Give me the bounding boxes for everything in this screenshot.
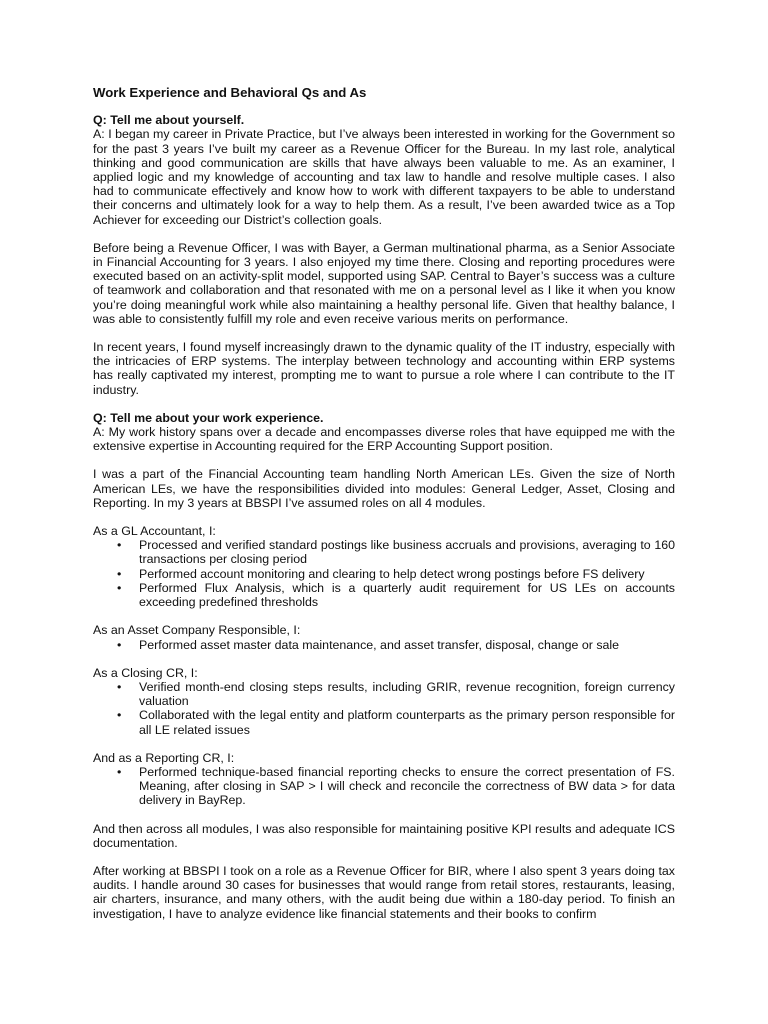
list-item: • Performed Flux Analysis, which is a quarterly audit requirement for US LEs on accounts exceeding predefined thresholds	[117, 580, 675, 610]
financial-accounting-paragraph: I was a part of the Financial Accounting team handling North American LEs. Given the size of North American LEs, we have the responsibilities divided into modules: General Ledger, Asset, Closing and Reporting. In my 3 years at BBSPI I’ve assumed roles on all 4 modules.	[93, 467, 675, 510]
bullet-icon: •	[117, 679, 122, 694]
closing-cr-list	[93, 680, 675, 737]
reporting-cr-label: And as a Reporting CR, I:	[93, 750, 235, 765]
list-item: • Performed asset master data maintenance, and asset transfer, disposal, change or sale	[117, 637, 620, 652]
it-industry-paragraph: In recent years, I found myself increasingly drawn to the dynamic quality of the IT industry, especially with the intricacies of ERP systems. The interplay between technology and accounting within ERP systems has really captivated my interest, prompting me to want to pursue a role where I can contribute to the IT industry.	[93, 340, 675, 397]
bullet-icon: •	[117, 538, 122, 553]
bullet-icon: •	[117, 764, 122, 779]
bullet-icon: •	[117, 708, 122, 723]
asset-responsible-label: As an Asset Company Responsible, I:	[93, 623, 301, 638]
answer-paragraph: A: I began my career in Private Practice, but I’ve always been interested in working for the Government so for the past 3 years I’ve built my career as a Revenue Officer for the Bureau. In my last role, analytical thinking and good communication are skills that have always been valuable to me. As an examiner, I applied logic and my knowledge of accounting and tax law to handle and resolve multiple cases. I also had to communicate effectively and know how to work with different taxpayers to be able to understand their concerns and ultimately look for a way to help them. As a result, I’ve been awarded twice as a Top Achiever for exceeding our District’s collection goals.	[93, 127, 675, 227]
work-experience-answer: A: My work history spans over a decade and encompasses diverse roles that have equipped me with the extensive expertise in Accounting required for the ERP Accounting Support position.	[93, 425, 675, 454]
bir-paragraph: After working at BBSPI I took on a role as a Revenue Officer for BIR, where I also spent 3 years doing tax audits. I handle around 30 cases for businesses that would range from retail stores, restaurants, leasing, air charters, insurance, and many others, with the audit being due within a 180-day period. To finish an investigation, I have to analyze evidence like financial statements and their books to confirm	[93, 863, 675, 921]
bayer-paragraph: Before being a Revenue Officer, I was with Bayer, a German multinational pharma, as a Senior Associate in Financial Accounting for 3 years. I also enjoyed my time there. Closing and reporting procedures were executed based on an activity-split model, supported using SAP. Central to Bayer’s success was a culture of teamwork and collaboration and that resonated with me on a personal level as I like it when you know you’re doing meaningful work while also maintaining a healthy personal life. Given that healthy balance, I was able to consistently fulfill my role and even receive various merits on performance.	[93, 240, 675, 326]
bullet-icon: •	[117, 637, 122, 652]
document-title: Work Experience and Behavioral Qs and As	[93, 85, 367, 100]
closing-cr-label: As a Closing CR, I:	[93, 665, 198, 680]
gl-accountant-label: As a GL Accountant, I:	[93, 524, 216, 539]
question-tell-me-about-yourself: Q: Tell me about yourself.	[93, 113, 245, 128]
list-item: • Processed and verified standard postings like business accruals and provisions, averaging to 160 transactions per closing period	[117, 538, 675, 567]
list-item: • Collaborated with the legal entity and platform counterparts as the primary person responsible for all LE related issues	[117, 708, 675, 737]
bullet-icon: •	[117, 566, 122, 581]
reporting-cr-list	[93, 765, 675, 808]
gl-accountant-list	[93, 538, 675, 609]
question-work-experience: Q: Tell me about your work experience.	[93, 410, 324, 425]
bullet-icon: •	[117, 580, 122, 595]
list-item: • Performed account monitoring and clearing to help detect wrong postings before FS delivery	[117, 566, 645, 581]
kpi-paragraph: And then across all modules, I was also responsible for maintaining positive KPI results and adequate ICS documentation.	[93, 821, 675, 850]
asset-responsible-list	[93, 638, 675, 652]
document-page	[93, 86, 675, 935]
list-item: • Verified month-end closing steps results, including GRIR, revenue recognition, foreign currency valuation	[117, 679, 675, 709]
list-item: • Performed technique-based financial reporting checks to ensure the correct presentation of FS. Meaning, after closing in SAP > I will check and reconcile the correctness of BW data > for data delivery in BayRep.	[117, 764, 675, 808]
